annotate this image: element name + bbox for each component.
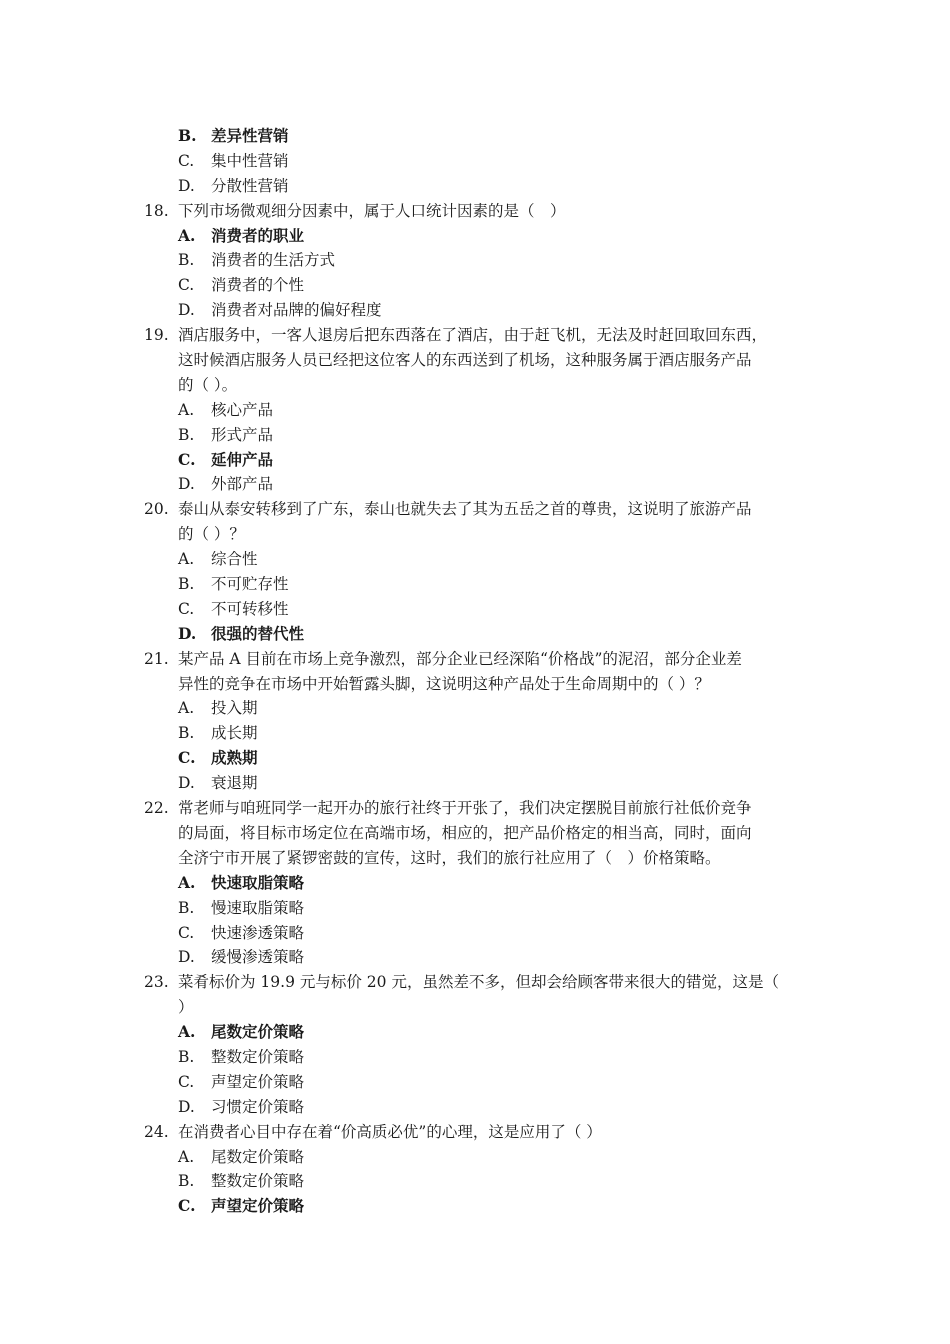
option-letter: C. [178,151,195,170]
option-letter: A. [178,1147,195,1166]
question-text-continuation [0,373,950,398]
option-text: 分散性营销 [211,176,289,195]
question-text: 下列市场微观细分因素中，属于人口统计因素的是（ ） [178,201,566,220]
question-item [0,647,950,672]
answer-option [0,423,950,448]
option-text: 不可贮存性 [211,575,289,594]
option-text: 消费者的职业 [211,225,305,245]
option-text: 尾数定价策略 [211,1147,305,1166]
answer-option [0,1194,950,1219]
option-text: 成长期 [211,724,258,743]
answer-option [0,945,950,970]
answer-option [0,273,950,298]
question-item [0,970,950,995]
option-text: 消费者的生活方式 [211,251,336,270]
option-text: 衰退期 [211,774,258,793]
option-text: 声望定价策略 [211,1072,305,1091]
option-letter: C. [178,276,195,295]
answer-option [0,472,950,497]
question-text-continuation [0,348,950,373]
option-text: 集中性营销 [211,151,289,170]
option-text: 声望定价策略 [211,1196,305,1216]
answer-option [0,572,950,597]
answer-option [0,696,950,721]
option-letter: D. [178,1097,195,1116]
question-text: 在消费者心目中存在着“价高质必优”的心理，这是应用了（ ） [178,1122,602,1141]
question-text: 异性的竞争在市场中开始暂露头脚，这说明这种产品处于生命周期中的（ ）？ [178,674,710,693]
question-text: 这时候酒店服务人员已经把这位客人的东西送到了机场，这种服务属于酒店服务产品 [178,351,752,370]
answer-option [0,746,950,771]
question-text: 某产品 A 目前在市场上竞争激烈，部分企业已经深陷“价格战”的泥沼，部分企业差 [178,649,742,668]
option-letter: A. [178,400,195,419]
question-text-continuation [0,821,950,846]
option-text: 核心产品 [211,400,274,419]
option-text: 延伸产品 [211,449,274,469]
answer-option [0,1169,950,1194]
option-text: 整数定价策略 [211,1172,305,1191]
option-text: 综合性 [211,550,258,569]
question-list [0,124,950,1219]
option-letter: A. [178,225,196,245]
answer-option [0,547,950,572]
answer-option [0,124,950,149]
answer-option [0,1045,950,1070]
option-letter: B. [178,425,195,444]
option-letter: C. [178,923,195,942]
question-number: 22. [144,799,169,818]
question-number: 19. [144,326,169,345]
option-text: 很强的替代性 [211,623,305,643]
option-letter: A. [178,699,195,718]
question-number: 23. [144,973,169,992]
option-letter: C. [178,1196,196,1216]
option-letter: C. [178,1072,195,1091]
answer-option [0,248,950,273]
option-letter: B. [178,724,195,743]
option-text: 快速取脂策略 [211,872,305,892]
option-letter: B. [178,575,195,594]
option-text: 快速渗透策略 [211,923,305,942]
option-text: 整数定价策略 [211,1047,305,1066]
answer-option [0,1145,950,1170]
option-text: 形式产品 [211,425,274,444]
answer-option [0,174,950,199]
option-text: 缓慢渗透策略 [211,948,305,967]
option-letter: C. [178,449,196,469]
option-letter: B. [178,1047,195,1066]
option-letter: A. [178,872,196,892]
answer-option [0,896,950,921]
option-text: 差异性营销 [211,126,289,145]
option-text: 投入期 [211,699,258,718]
option-letter: D. [178,301,195,320]
option-letter: D. [178,176,195,195]
question-text-continuation [0,995,950,1020]
option-letter: B. [178,251,195,270]
answer-option [0,721,950,746]
question-text: 菜肴标价为 19.9 元与标价 20 元，虽然差不多，但却会给顾客带来很大的错觉，这是（ [178,973,779,992]
question-number: 24. [144,1122,169,1141]
answer-option [0,448,950,473]
option-text: 消费者对品牌的偏好程度 [211,301,382,320]
option-letter: A. [178,1022,196,1042]
option-letter: D. [178,623,197,643]
option-letter: C. [178,748,196,768]
option-letter: C. [178,599,195,618]
question-text: 常老师与咱班同学一起开办的旅行社终于开张了，我们决定摆脱目前旅行社低价竞争 [178,799,752,818]
answer-option [0,149,950,174]
answer-option [0,771,950,796]
question-item [0,796,950,821]
question-text-continuation [0,522,950,547]
question-text: ） [178,998,194,1017]
answer-option [0,224,950,249]
option-text: 消费者的个性 [211,276,305,295]
question-item [0,199,950,224]
question-text-continuation [0,846,950,871]
option-letter: D. [178,774,195,793]
answer-option [0,622,950,647]
option-text: 慢速取脂策略 [211,898,305,917]
question-number: 21. [144,649,169,668]
answer-option [0,871,950,896]
answer-option [0,398,950,423]
question-text: 酒店服务中，一客人退房后把东西落在了酒店，由于赶飞机，无法及时赶回取回东西， [178,326,768,345]
option-letter: A. [178,550,195,569]
option-text: 成熟期 [211,748,258,768]
question-item [0,323,950,348]
answer-option [0,597,950,622]
answer-option [0,298,950,323]
question-item [0,497,950,522]
question-number: 20. [144,500,169,519]
question-text-continuation [0,672,950,697]
answer-option [0,1020,950,1045]
answer-option [0,921,950,946]
option-text: 不可转移性 [211,599,289,618]
option-letter: B. [178,898,195,917]
option-letter: D. [178,948,195,967]
option-text: 习惯定价策略 [211,1097,305,1116]
option-text: 尾数定价策略 [211,1022,305,1042]
option-letter: B. [178,1172,195,1191]
answer-option [0,1070,950,1095]
question-text: 全济宁市开展了紧锣密鼓的宣传，这时，我们的旅行社应用了（ ）价格策略。 [178,848,721,867]
question-text: 的局面，将目标市场定位在高端市场，相应的，把产品价格定的相当高，同时，面向 [178,823,752,842]
question-number: 18. [144,201,169,220]
question-item [0,1120,950,1145]
question-text: 的（ ）。 [178,375,238,394]
question-text: 泰山从泰安转移到了广东，泰山也就失去了其为五岳之首的尊贵，这说明了旅游产品 [178,500,752,519]
question-text: 的（ ）？ [178,525,245,544]
option-text: 外部产品 [211,475,274,494]
answer-option [0,1095,950,1120]
option-letter: B. [178,126,197,145]
option-letter: D. [178,475,195,494]
